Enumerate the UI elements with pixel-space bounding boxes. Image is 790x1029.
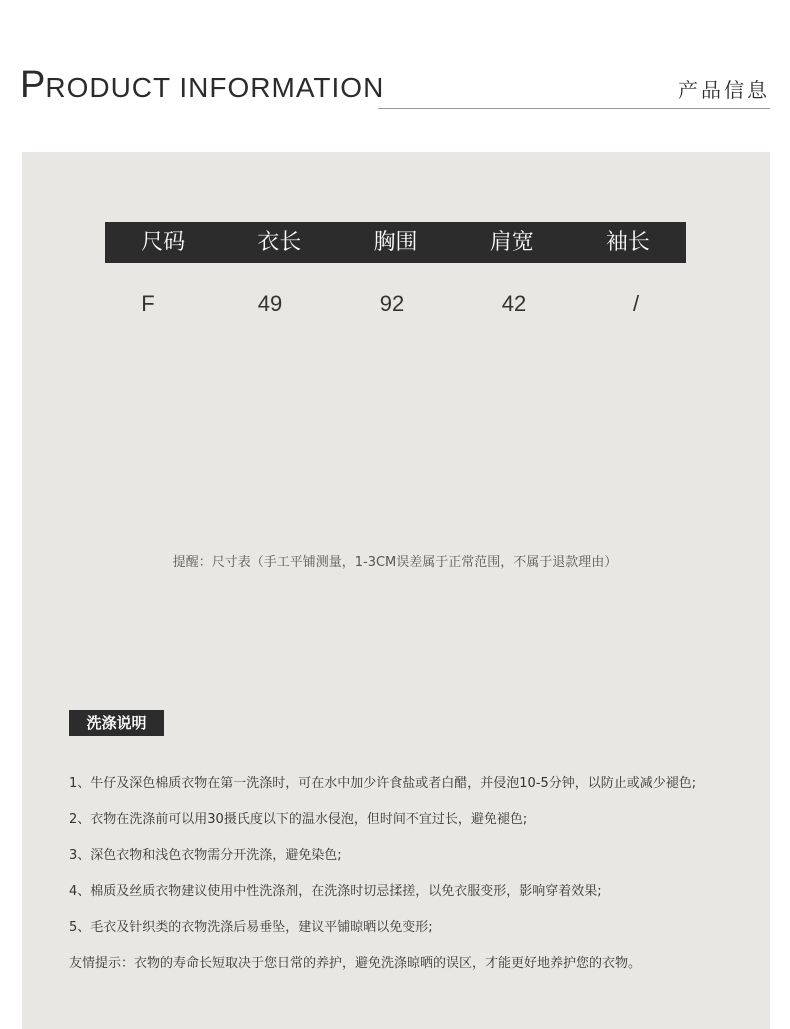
title-rest: RODUCT INFORMATION (45, 72, 385, 103)
care-item: 5、毛衣及针织类的衣物洗涤后易垂坠，建议平铺晾晒以免变形; (69, 920, 433, 935)
care-list (69, 772, 759, 952)
cell-shoulder: 42 (501, 291, 527, 316)
measurement-note: 提醒：尺寸表（手工平铺测量，1-3CM误差属于正常范围，不属于退款理由） (172, 555, 618, 570)
title-divider (378, 108, 770, 109)
size-table-header (105, 222, 686, 263)
title-english (20, 64, 384, 107)
header-size: 尺码 (141, 230, 186, 255)
cell-size: F (141, 291, 155, 316)
title-chinese: 产品信息 (678, 78, 770, 102)
size-table-row (87, 286, 697, 322)
care-item: 3、深色衣物和浅色衣物需分开洗涤，避免染色; (69, 848, 342, 863)
header-sleeve: 袖长 (605, 230, 650, 255)
care-item: 4、棉质及丝质衣物建议使用中性洗涤剂，在洗涤时切忌揉搓，以免衣服变形，影响穿着效果; (69, 884, 602, 899)
header-bust: 胸围 (373, 230, 418, 255)
care-item: 1、牛仔及深色棉质衣物在第一洗涤时，可在水中加少许食盐或者白醋，并侵泡10-5分钟，以防止或减少褪色; (69, 776, 697, 791)
care-item: 2、衣物在洗涤前可以用30摄氏度以下的温水侵泡，但时间不宜过长，避免褪色; (69, 812, 528, 827)
cell-bust: 92 (379, 291, 405, 316)
care-title-badge: 洗涤说明 (69, 710, 164, 736)
cell-length: 49 (257, 291, 283, 316)
care-tip: 友情提示：衣物的寿命长短取决于您日常的养护，避免洗涤晾晒的误区，才能更好地养护您的衣物。 (69, 956, 642, 971)
header-shoulder: 肩宽 (489, 230, 534, 255)
header-length: 衣长 (257, 230, 302, 255)
title-initial: P (20, 64, 46, 106)
cell-sleeve: / (632, 291, 640, 316)
